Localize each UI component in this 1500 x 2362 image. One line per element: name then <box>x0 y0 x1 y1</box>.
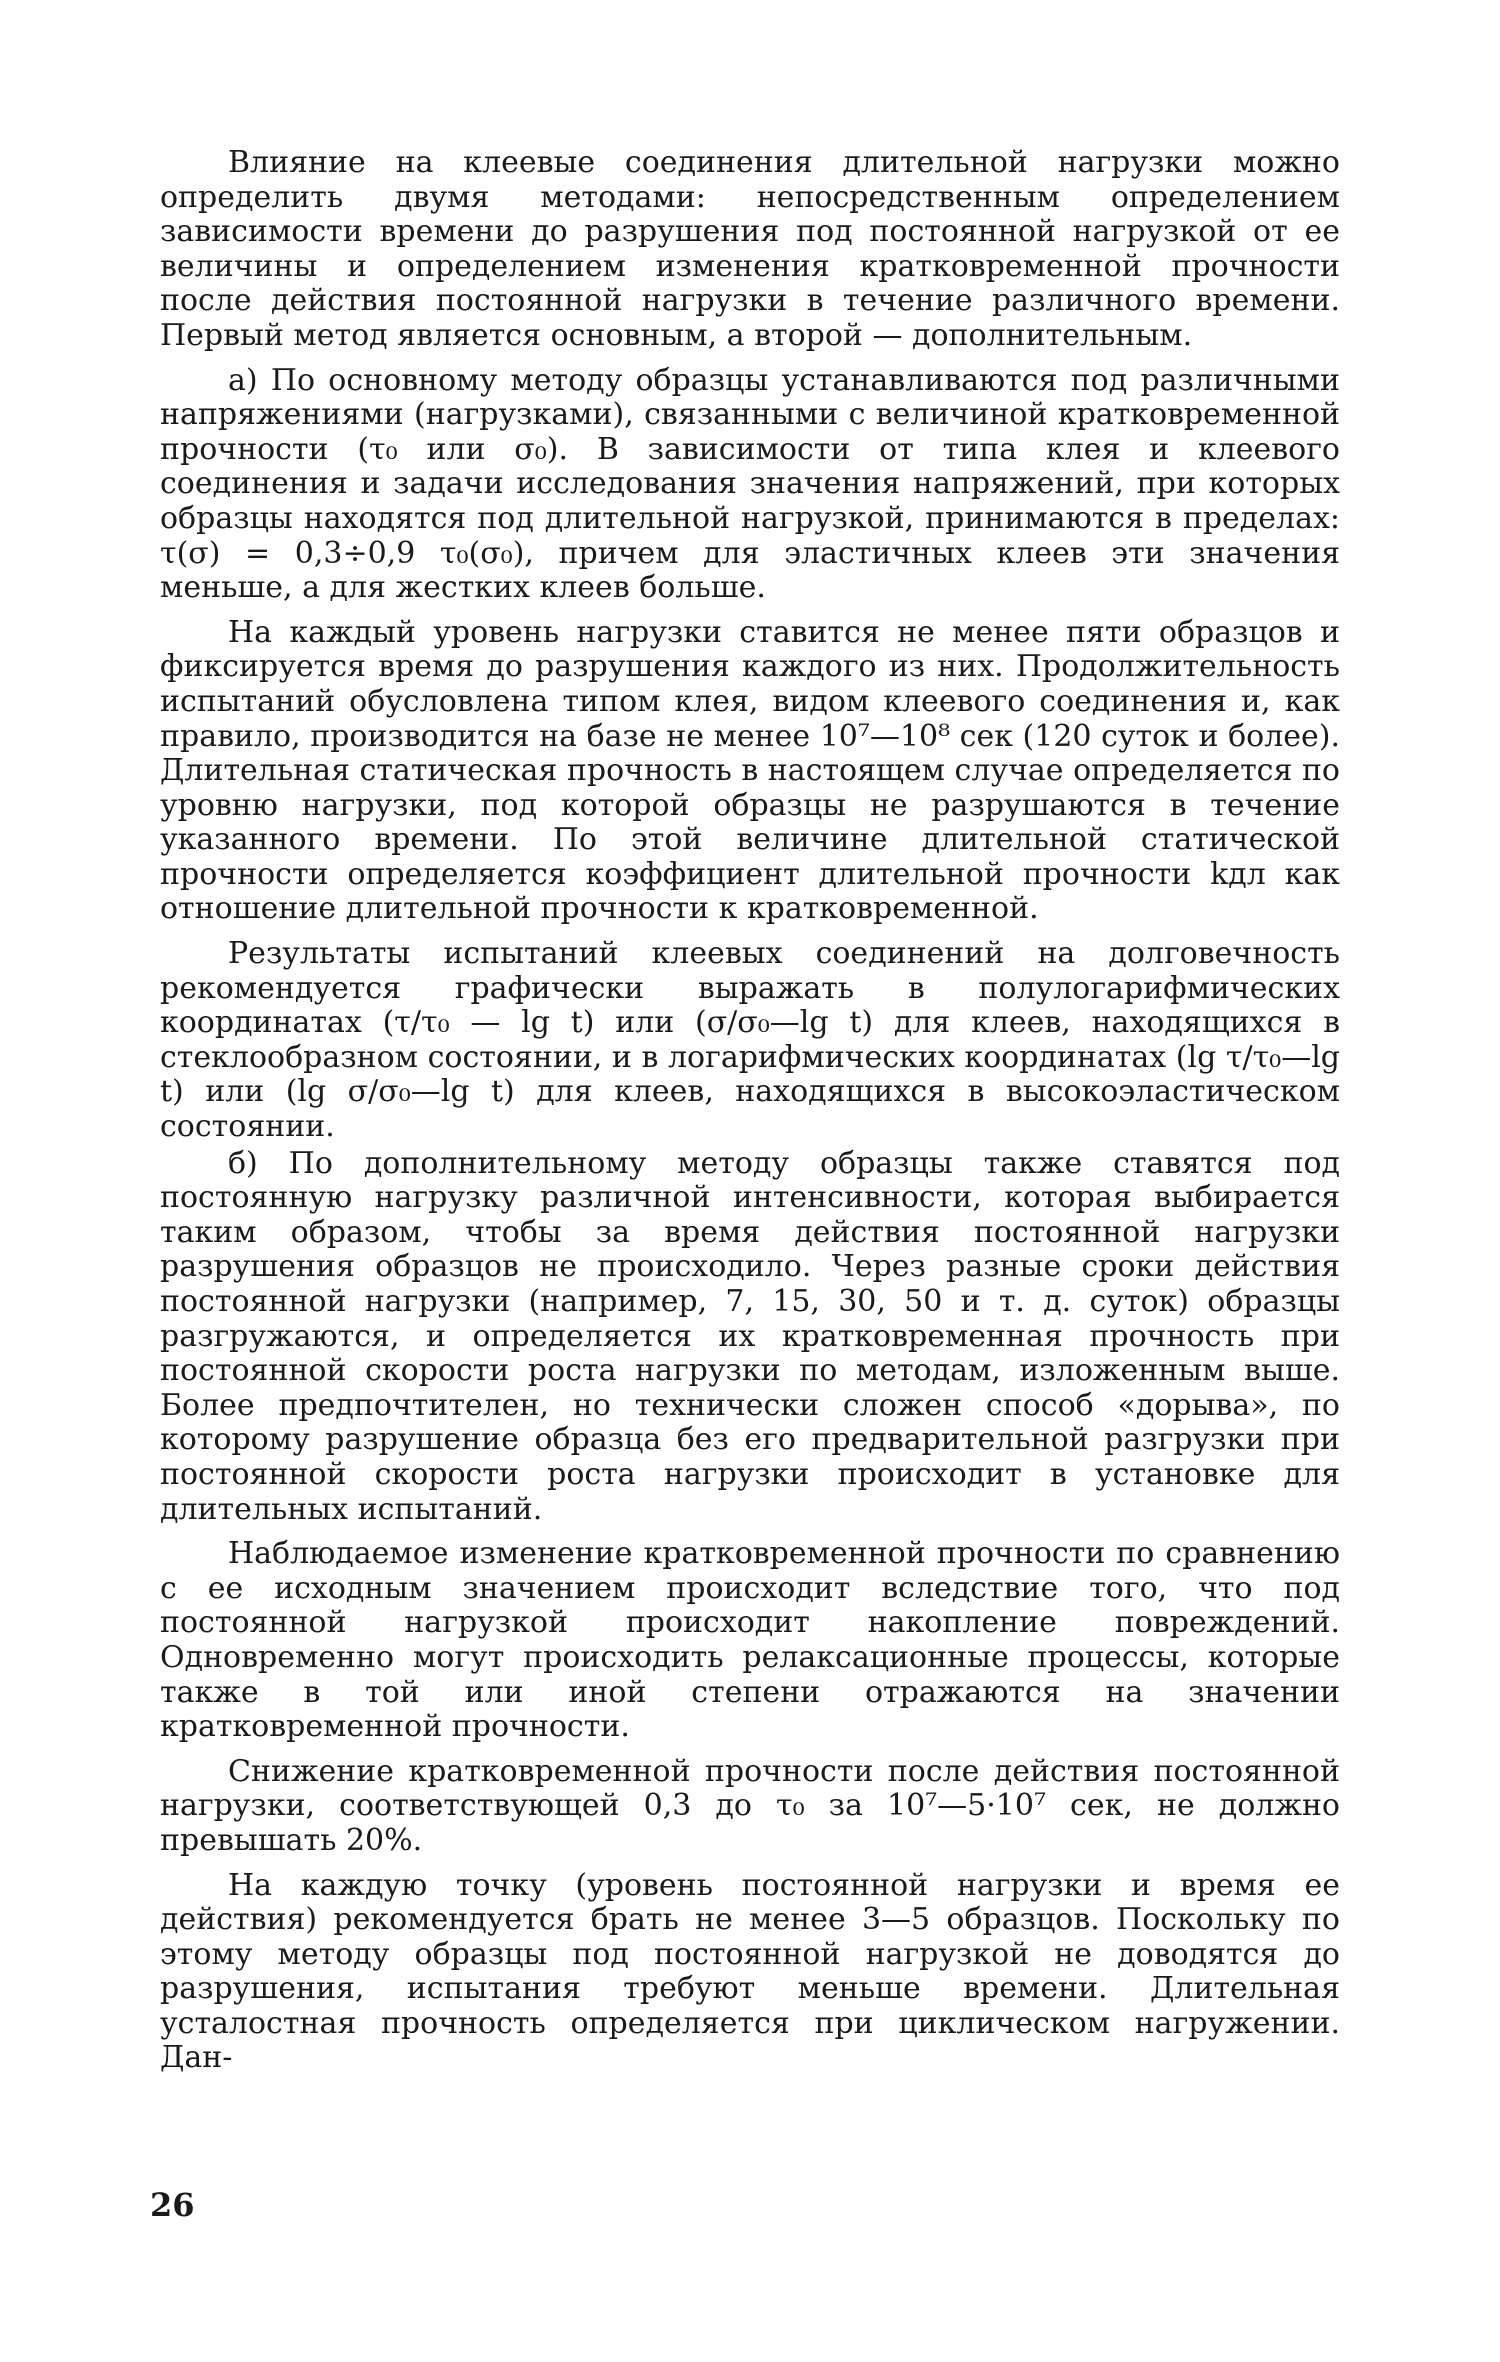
paragraph-sample-count: На каждую точку (уровень постоянной нагрузки и время ее действия) рекомендуется брать не менее 3—5 образцов. Поскольку по этому методу образцы под постоянной нагрузкой не доводятся до разрушения, испытания требуют меньше времени. Длительная усталостная прочность определяется при циклическом нагружении. Дан- <box>160 1867 1340 2076</box>
paragraph-intro: Влияние на клеевые соединения длительной нагрузки можно определить двумя методами: непосредственным определением зависимости времени до разрушения под постоянной нагрузкой от ее величины и определением изменения кратковременной прочности после действия постоянной нагрузки в течение различного времени. Первый метод является основным, а второй — дополнительным. <box>160 145 1340 353</box>
page-number: 26 <box>150 2186 195 2224</box>
paragraph-observed-change: Наблюдаемое изменение кратковременной прочности по сравнению с ее исходным значением происходит вследствие того, что под постоянной нагрузкой происходит накопление повреждений. Одновременно могут происходить релаксационные процессы, которые также в той или иной степени отражаются на значении кратковременной прочности. <box>160 1536 1340 1745</box>
paragraph-method-a: а) По основному методу образцы устанавливаются под различными напряжениями (нагрузками), связанными с величиной кратковременной прочности (τ₀ или σ₀). В зависимости от типа клея и клеевого соединения и задачи исследования значения напряжений, при которых образцы находятся под длительной нагрузкой, принимаются в пределах: τ(σ) = 0,3÷0,9 τ₀(σ₀), причем для эластичных клеев эти значения меньше, а для жестких клеев больше. <box>160 362 1340 606</box>
paragraph-strength-reduction: Снижение кратковременной прочности после действия постоянной нагрузки, соответствующей 0,3 до τ₀ за 10⁷—5·10⁷ сек, не должно превышать 20%. <box>160 1753 1340 1858</box>
body-text <box>160 146 1340 2086</box>
paragraph-method-b: б) По дополнительному методу образцы также ставятся под постоянную нагрузку различной интенсивности, которая выбирается таким образом, чтобы за время действия постоянной нагрузки разрушения образцов не происходило. Через разные сроки действия постоянной нагрузки (например, 7, 15, 30, 50 и т. д. суток) образцы разгружаются, и определяется их кратковременная прочность при постоянной скорости роста нагрузки по методам, изложенным выше. Более предпочтителен, но технически сложен способ «дорыва», по которому разрушение образца без его предварительной разгрузки при постоянной скорости роста нагрузки происходит в установке для длительных испытаний. <box>160 1145 1340 1527</box>
paragraph-load-levels: На каждый уровень нагрузки ставится не менее пяти образцов и фиксируется время до разрушения каждого из них. Продолжительность испытаний обусловлена типом клея, видом клеевого соединения и, как правило, производится на базе не менее 10⁷—10⁸ сек (120 суток и более). Длительная статическая прочность в настоящем случае определяется по уровню нагрузки, под которой образцы не разрушаются в течение указанного времени. По этой величине длительной статической прочности определяется коэффициент длительной прочности kдл как отношение длительной прочности к кратковременной. <box>160 614 1340 927</box>
paragraph-results: Результаты испытаний клеевых соединений на долговечность рекомендуется графически выражать в полулогарифмических координатах (τ/τ₀ — lg t) или (σ/σ₀—lg t) для клеев, находящихся в стеклообразном состоянии, и в логарифмических координатах (lg τ/τ₀—lg t) или (lg σ/σ₀—lg t) для клеев, находящихся в высокоэластическом состоянии. <box>160 936 1340 1145</box>
